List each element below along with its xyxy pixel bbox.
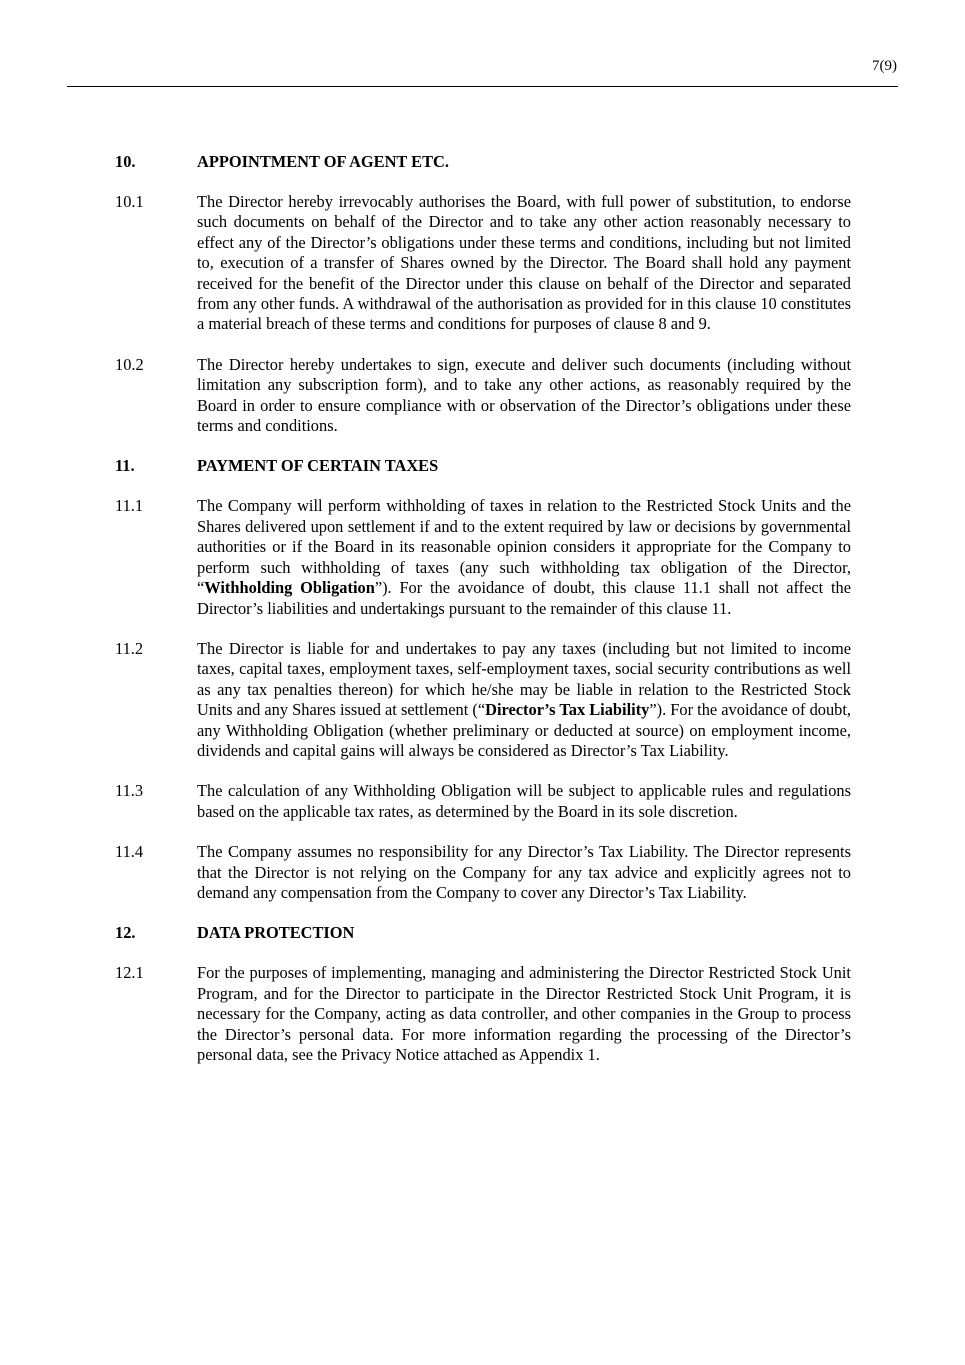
section-number: 10. [115,152,136,171]
clause-text: The Company assumes no responsibility for any Director’s Tax Liability. The Director represents that the Director is not relying on the Company for any tax advice and explicitly agrees not to demand any compensation from the Company to cover any Director’s Tax Liability. [197,842,851,902]
header-rule [67,86,898,87]
clause-text-after: ”). For the avoidance of doubt, this clause 11.1 shall not affect the Director’s liabilities and undertakings pursuant to the remainder of this clause 11. [197,578,851,618]
clause-number: 11.1 [115,496,144,516]
section-heading-11 [115,456,851,476]
section-title: DATA PROTECTION [197,923,355,943]
clause-text: For the purposes of implementing, managing and administering the Director Restricted Stock Unit Program, and for the Director to participate in the Director Restricted Stock Unit Program, it is necessary for the Company, acting as data controller, and other companies in the Group to process the Director’s personal data. For more information regarding the processing of the Director’s personal data, see the Privacy Notice attached as Appendix 1. [197,963,851,1064]
clause-11-1 [115,496,851,618]
section-heading-12 [115,923,851,943]
clause-number: 10.1 [115,192,144,211]
defined-term: Withholding Obligation [204,578,375,598]
clause-text-after: ”). For the avoidance of doubt, any Withholding Obligation (whether preliminary or deducted at source) on employment income, dividends and capital gains will always be considered as Director’s Tax Liability. [197,700,851,760]
clause-11-2 [115,639,851,761]
section-number: 12. [115,923,136,943]
document-body [115,152,851,1085]
clause-10-2 [115,355,851,437]
clause-number: 11.4 [115,842,144,862]
clause-text-before: The Director is liable for and undertakes to pay any taxes (including but not limited to income taxes, capital taxes, employment taxes, self-employment taxes, social security contributions as well as any tax penalties thereon) for which he/she may be liable in relation to the Restricted Stock Units and any Shares issued at settlement (“ [197,638,851,720]
clause-11-4 [115,842,851,903]
clause-text-before: The Company will perform withholding of taxes in relation to the Restricted Stock Units and the Shares delivered upon settlement if and to the extent required by law or decisions by governmental authorities or if the Board in its reasonable opinion considers it appropriate for the Company to perform such withholding of taxes (any such withholding tax obligation of the Director, “ [197,496,851,598]
clause-12-1 [115,963,851,1065]
page-number: 7(9) [872,58,897,74]
clause-number: 11.3 [115,781,144,801]
clause-number: 10.2 [115,354,144,374]
section-title: APPOINTMENT OF AGENT ETC. [197,152,449,171]
section-heading-10 [115,152,851,172]
clause-text [197,496,851,618]
clause-text: The Director hereby undertakes to sign, execute and deliver such documents (including without limitation any subscription form), and to take any other actions, as reasonably required by the Board in order to ensure compliance with or observation of the Director’s obligations under these terms and conditions. [197,354,851,436]
clause-text [197,639,851,761]
clause-number: 12.1 [115,963,144,983]
defined-term: Director’s Tax Liability [485,700,650,720]
clause-11-3 [115,781,851,822]
clause-10-1 [115,192,851,335]
clause-text: The Director hereby irrevocably authorises the Board, with full power of substitution, to endorse such documents on behalf of the Director and to take any other action reasonably necessary to effect any of the Director’s obligations under these terms and conditions, including but not limited to, execution of a transfer of Shares owned by the Director. The Board shall hold any payment received for the benefit of the Director under this clause on behalf of the Director and separated from any other funds. A withdrawal of the authorisation as provided for in this clause 10 constitutes a material breach of these terms and conditions for purposes of clause 8 and 9. [197,192,851,334]
clause-number: 11.2 [115,638,144,658]
section-number: 11. [115,456,135,476]
section-title: PAYMENT OF CERTAIN TAXES [197,456,439,476]
clause-text: The calculation of any Withholding Obligation will be subject to applicable rules and regulations based on the applicable tax rates, as determined by the Board in its sole discretion. [197,781,851,821]
